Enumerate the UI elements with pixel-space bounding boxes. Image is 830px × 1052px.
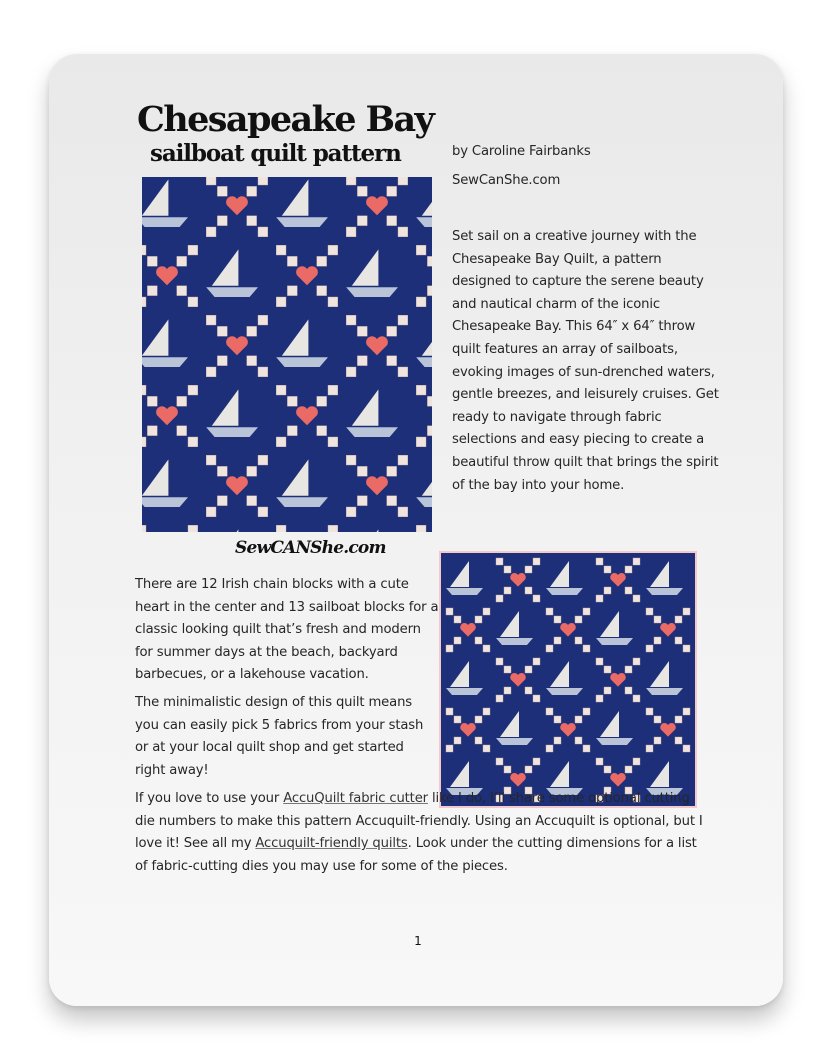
chain-square (217, 216, 227, 226)
chain-square (575, 737, 582, 744)
chain-square (387, 466, 397, 476)
chain-square (604, 766, 611, 773)
chain-square (504, 587, 511, 594)
chain-square (654, 616, 661, 623)
chain-square (142, 437, 146, 447)
chain-square (206, 177, 216, 185)
paragraph-accuquilt-end: . Look under the cutting dimensions for a list of fabric-cutting dies you may use for some of the pieces. (135, 836, 697, 874)
chain-square (147, 256, 157, 266)
chain-square (454, 716, 461, 723)
chain-square (625, 587, 632, 594)
chain-square (633, 658, 640, 665)
chain-square (188, 245, 198, 255)
chain-square (546, 608, 553, 615)
chain-square (346, 177, 356, 185)
chain-square (142, 245, 146, 255)
chain-square (276, 525, 286, 532)
chain-square (142, 385, 146, 395)
chain-square (357, 356, 367, 366)
chain-square (276, 437, 286, 447)
paragraph-accuquilt-intro: If you love to use your (135, 791, 284, 806)
chain-square (525, 687, 532, 694)
chain-square (654, 637, 661, 644)
hull-shape (446, 688, 483, 695)
hull-shape (346, 427, 398, 437)
chain-square (177, 286, 187, 296)
chain-square (654, 716, 661, 723)
quilt-photo-graphic (142, 177, 432, 532)
chain-square (675, 737, 682, 744)
chain-square (583, 708, 590, 715)
chain-square (427, 396, 432, 406)
chain-square (387, 326, 397, 336)
chain-square (496, 758, 503, 765)
chain-square (206, 315, 216, 325)
chain-square (206, 507, 216, 517)
chain-square (546, 708, 553, 715)
chain-square (683, 745, 690, 752)
chain-square (287, 256, 297, 266)
chain-square (206, 367, 216, 377)
paragraph-blocks: There are 12 Irish chain blocks with a cute heart in the center and 13 sailboat blocks for a classic looking quilt that’s fresh and modern for summer days at the beach, backyard barbecues, or a lakehouse vacation. (135, 577, 439, 683)
chain-square (177, 396, 187, 406)
chain-square (525, 666, 532, 673)
accuquilt-friendly-quilts-link[interactable]: Accuquilt-friendly quilts (255, 836, 408, 852)
chain-square (446, 645, 453, 652)
chain-square (142, 525, 146, 532)
chain-square (398, 455, 408, 465)
intro-paragraph: Set sail on a creative journey with the Chesapeake Bay Quilt, a pattern designed to capture the serene beauty and nautical charm of the iconic Chesapeake Bay. This 64″ x 64″ throw quilt features an array of sailboats, evoking images of sun-drenched waters, gentle breezes, and leisurely cruises. Get ready to navigate through fabric selections and easy piecing to create a beautiful throw quilt that brings the spirit of the bay into your home. (452, 229, 719, 493)
chain-square (475, 637, 482, 644)
chain-square (496, 595, 503, 602)
chain-square (276, 297, 286, 307)
chain-square (398, 177, 408, 185)
chain-square (446, 708, 453, 715)
chain-square (646, 745, 653, 752)
chain-square (346, 315, 356, 325)
chain-square (483, 745, 490, 752)
chain-square (554, 616, 561, 623)
chain-square (258, 315, 268, 325)
hull-shape (546, 588, 583, 595)
title-main: Chesapeake Bay (137, 99, 434, 140)
hull-shape (646, 588, 683, 595)
chain-square (357, 186, 367, 196)
chain-square (217, 496, 227, 506)
chain-square (317, 256, 327, 266)
chain-square (416, 385, 426, 395)
chain-square (328, 297, 338, 307)
chain-square (247, 326, 257, 336)
chain-square (206, 227, 216, 237)
chain-square (258, 177, 268, 185)
chain-square (633, 695, 640, 702)
chain-square (416, 297, 426, 307)
hull-shape (546, 688, 583, 695)
paragraph-fabrics: The minimalistic design of this quilt means you can easily pick 5 fabrics from your stash or at your local quilt shop and get started right away! (135, 695, 424, 778)
chain-square (188, 525, 198, 532)
chain-square (675, 616, 682, 623)
chain-square (533, 558, 540, 565)
title-subtitle: sailboat quilt pattern (150, 140, 401, 167)
chain-square (533, 595, 540, 602)
chain-square (387, 496, 397, 506)
chain-square (287, 426, 297, 436)
chain-square (583, 608, 590, 615)
chain-square (633, 758, 640, 765)
chain-square (625, 687, 632, 694)
chain-square (357, 496, 367, 506)
chain-square (504, 566, 511, 573)
chain-square (625, 766, 632, 773)
chain-square (596, 595, 603, 602)
chain-square (675, 716, 682, 723)
chain-square (604, 587, 611, 594)
chain-square (147, 396, 157, 406)
chain-square (625, 566, 632, 573)
chain-square (446, 608, 453, 615)
chain-square (646, 608, 653, 615)
hull-shape (206, 427, 258, 437)
chain-square (276, 385, 286, 395)
chain-square (683, 645, 690, 652)
chain-square (276, 245, 286, 255)
paragraph-accuquilt-middle: like I do, I’ll share some optional cutting die numbers to make this pattern Accuquilt-friendly. Using an Accuquilt is optional, but I love it! See all my (135, 791, 703, 852)
chain-square (147, 286, 157, 296)
chain-square (427, 426, 432, 436)
chain-square (217, 326, 227, 336)
chain-square (554, 737, 561, 744)
chain-square (633, 558, 640, 565)
chain-square (654, 737, 661, 744)
chain-square (258, 455, 268, 465)
chain-square (475, 616, 482, 623)
chain-square (483, 645, 490, 652)
chain-square (317, 396, 327, 406)
quilt-photo (142, 177, 432, 532)
chain-square (533, 758, 540, 765)
chain-square (328, 385, 338, 395)
quilt-render-graphic (441, 553, 695, 806)
chain-square (683, 608, 690, 615)
hull-shape (496, 738, 533, 745)
chain-square (525, 566, 532, 573)
chain-square (398, 367, 408, 377)
chain-square (258, 367, 268, 377)
chain-square (496, 658, 503, 665)
chain-square (247, 356, 257, 366)
document-page (49, 54, 783, 1006)
chain-square (142, 297, 146, 307)
chain-square (575, 616, 582, 623)
chain-square (583, 645, 590, 652)
chain-square (596, 758, 603, 765)
chain-square (317, 286, 327, 296)
chain-square (546, 645, 553, 652)
chain-square (575, 637, 582, 644)
chain-square (247, 186, 257, 196)
chain-square (633, 595, 640, 602)
hull-shape (206, 287, 258, 297)
chain-square (504, 687, 511, 694)
chain-square (475, 716, 482, 723)
chain-square (346, 507, 356, 517)
hull-shape (276, 217, 328, 227)
chain-square (596, 658, 603, 665)
chain-square (604, 666, 611, 673)
chain-square (387, 356, 397, 366)
chain-square (496, 558, 503, 565)
chain-square (387, 216, 397, 226)
hull-shape (596, 638, 633, 645)
chain-square (554, 637, 561, 644)
chain-square (675, 637, 682, 644)
chain-square (398, 227, 408, 237)
chain-square (646, 708, 653, 715)
chain-square (346, 227, 356, 237)
chain-square (357, 216, 367, 226)
chain-square (533, 658, 540, 665)
hull-shape (646, 688, 683, 695)
hull-shape (346, 287, 398, 297)
chain-square (483, 608, 490, 615)
chain-square (147, 426, 157, 436)
hull-shape (276, 357, 328, 367)
chain-square (287, 396, 297, 406)
chain-square (398, 507, 408, 517)
hull-shape (446, 588, 483, 595)
chain-square (454, 637, 461, 644)
chain-square (328, 437, 338, 447)
chain-square (596, 695, 603, 702)
hull-shape (276, 497, 328, 507)
hull-shape (596, 738, 633, 745)
chain-square (583, 745, 590, 752)
chain-square (247, 466, 257, 476)
chain-square (475, 737, 482, 744)
chain-square (533, 695, 540, 702)
chain-square (427, 256, 432, 266)
chain-square (525, 766, 532, 773)
chain-square (188, 437, 198, 447)
chain-square (177, 426, 187, 436)
chain-square (546, 745, 553, 752)
chain-square (504, 766, 511, 773)
chain-square (454, 737, 461, 744)
chain-square (188, 297, 198, 307)
chain-square (328, 525, 338, 532)
chain-square (217, 466, 227, 476)
paragraph-accuquilt (135, 788, 705, 878)
chain-square (496, 695, 503, 702)
website-text: SewCanShe.com (452, 173, 561, 188)
chain-square (427, 286, 432, 296)
chain-square (554, 716, 561, 723)
chain-square (398, 315, 408, 325)
chain-square (504, 666, 511, 673)
chain-square (416, 437, 426, 447)
chain-square (217, 356, 227, 366)
chain-square (206, 455, 216, 465)
author-byline: by Caroline Fairbanks (452, 144, 591, 159)
chain-square (247, 496, 257, 506)
sewcanshe-logo: SewCANShe.com (235, 538, 386, 558)
chain-square (317, 426, 327, 436)
chain-square (346, 455, 356, 465)
chain-square (446, 745, 453, 752)
chain-square (357, 466, 367, 476)
chain-square (596, 558, 603, 565)
chain-square (525, 587, 532, 594)
chain-square (646, 645, 653, 652)
chain-square (387, 186, 397, 196)
accuquilt-cutter-link[interactable]: AccuQuilt fabric cutter (283, 791, 428, 806)
chain-square (416, 245, 426, 255)
chain-square (416, 525, 426, 532)
chain-square (217, 186, 227, 196)
chain-square (328, 245, 338, 255)
chain-square (575, 716, 582, 723)
chain-square (604, 566, 611, 573)
quilt-render-image (439, 551, 697, 808)
chain-square (357, 326, 367, 336)
chain-square (454, 616, 461, 623)
chain-square (258, 507, 268, 517)
chain-square (287, 286, 297, 296)
page-number: 1 (414, 934, 422, 948)
chain-square (177, 256, 187, 266)
chain-square (258, 227, 268, 237)
chain-square (188, 385, 198, 395)
chain-square (346, 367, 356, 377)
chain-square (625, 666, 632, 673)
chain-square (247, 216, 257, 226)
chain-square (483, 708, 490, 715)
hull-shape (496, 638, 533, 645)
chain-square (683, 708, 690, 715)
chain-square (604, 687, 611, 694)
